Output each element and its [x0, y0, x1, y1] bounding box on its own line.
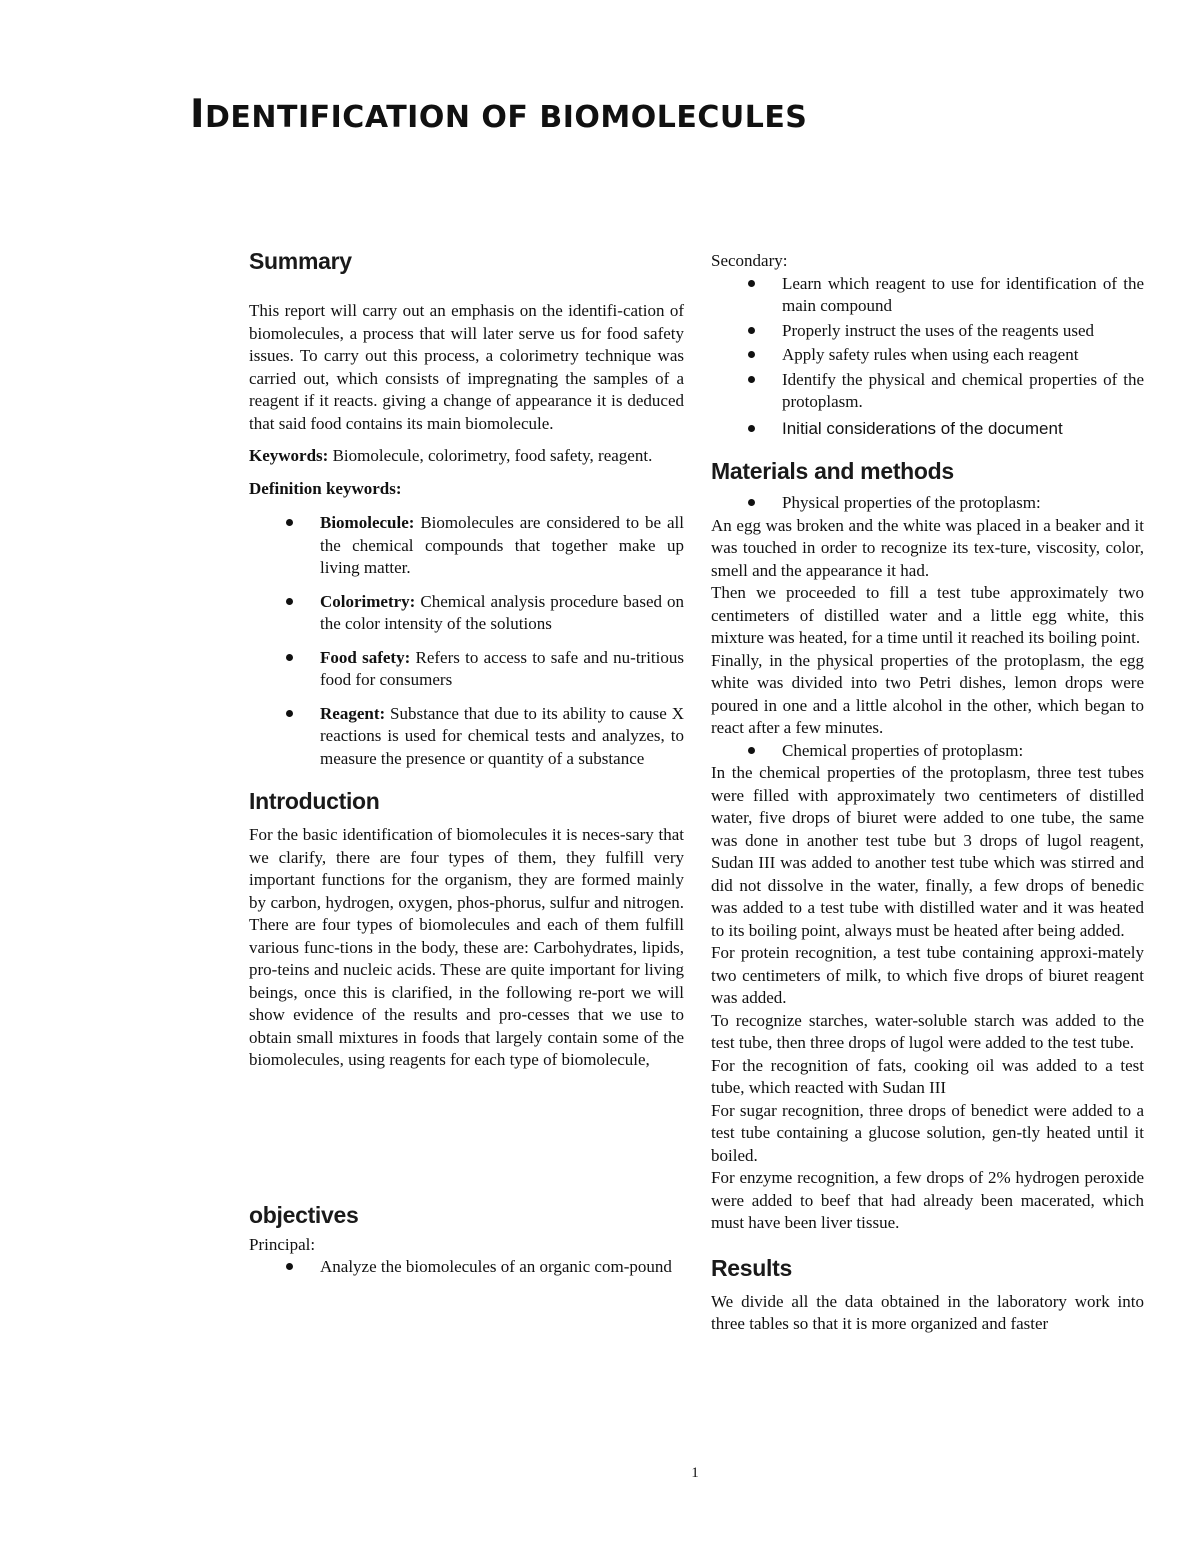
objectives-heading: objectives [249, 1201, 359, 1228]
definition-term: Colorimetry: [320, 591, 416, 611]
document-title [190, 92, 807, 137]
bullet-icon [286, 519, 293, 526]
list-item [711, 492, 1144, 515]
bullet-icon [286, 654, 293, 661]
method-paragraph: Finally, in the physical properties of the protoplasm, the egg white was divided into two Petri dishes, lemon drops were poured in one and a little alcohol in the other, which began to react after a few minutes. [711, 650, 1144, 737]
bullet-icon [286, 710, 293, 717]
left-column [249, 246, 684, 1279]
method-paragraph: For enzyme recognition, a few drops of 2% hydrogen peroxide were added to beef that had already been macerated, which must have been liver tissue. [711, 1168, 1144, 1232]
bullet-icon [748, 376, 755, 383]
definition-term: Biomolecule: [320, 513, 415, 532]
method-paragraph: For protein recognition, a test tube containing approxi-mately two centimeters of milk, to which five drops of biuret reagent was added. [711, 943, 1144, 1007]
principal-objectives-list [249, 1256, 684, 1279]
page-number: 1 [691, 1465, 699, 1481]
objective-text: Learn which reagent to use for identification of the main compound [782, 273, 1144, 315]
materials-list-1 [711, 492, 1144, 515]
definition-text: Chemical analysis procedure based on the color intensity of the solutions [320, 591, 684, 633]
right-column [711, 250, 1144, 1336]
summary-heading: Summary [249, 248, 352, 274]
list-item [249, 1256, 684, 1279]
keywords-label: Keywords: [249, 446, 329, 465]
title-rest: DENTIFICATION OF BIOMOLECULES [205, 100, 808, 135]
definition-text: Refers to access to safe and nu-tritious food for consumers [320, 647, 684, 689]
method-paragraph: In the chemical properties of the protoplasm, three test tubes were filled with approximately two centimeters of distilled water, five drops of biuret were added to one tube, the same was done in another test tube but 3 drops of lugol reagent, Sudan III was added to another test tube which was stirred and did not dissolve in the water, finally, a few drops of benedic was added to a test tube with distilled water and it was heated to its boiling point, always must be heated after being added. [711, 763, 1144, 940]
method-paragraph: An egg was broken and the white was placed in a beaker and it was touched in order to recognize its tex-ture, viscosity, color, smell and the appearance it had. [711, 515, 1144, 580]
definition-text: Substance that due to its ability to cause X reactions is used for chemical tests and analyzes, to measure the presence or quantity of a substance [320, 703, 684, 768]
list-item [249, 591, 684, 636]
list-item [249, 512, 684, 580]
list-item [711, 344, 1144, 367]
definition-term: Reagent: [320, 703, 386, 723]
objective-text: Analyze the biomolecules of an organic com-pound [320, 1257, 672, 1276]
list-item [711, 740, 1144, 763]
bullet-icon [748, 499, 755, 506]
results-text: We divide all the data obtained in the laboratory work into three tables so that it is more organized and faster [711, 1291, 1144, 1333]
results-heading: Results [711, 1254, 792, 1281]
bullet-icon [748, 327, 755, 334]
list-item [711, 418, 1144, 441]
introduction-heading: Introduction [249, 788, 380, 814]
keywords-paragraph [249, 445, 684, 468]
bullet-icon [748, 747, 755, 754]
list-item [249, 647, 684, 692]
keywords-text: Biomolecule, colorimetry, food safety, reagent. [328, 446, 653, 465]
objective-text: Initial considerations of the document [782, 418, 1063, 438]
bullet-icon [286, 1263, 293, 1270]
list-item [711, 273, 1144, 318]
materials-heading: Materials and methods [711, 458, 954, 484]
secondary-objectives-list [711, 273, 1144, 441]
definitions-list [249, 512, 684, 770]
method-paragraph: For sugar recognition, three drops of benedict were added to a test tube containing a glucose solution, gen-tly heated until it boiled. [711, 1100, 1144, 1165]
method-paragraph: For the recognition of fats, cooking oil was added to a test tube, which reacted with Sudan III [711, 1055, 1144, 1097]
bullet-icon [748, 280, 755, 287]
method-bullet: Chemical properties of protoplasm: [782, 740, 1024, 760]
definition-text: Biomolecules are considered to be all the chemical compounds that together make up living matter. [320, 513, 684, 577]
method-paragraph: To recognize starches, water-soluble starch was added to the test tube, then three drops of lugol were added to the test tube. [711, 1010, 1144, 1052]
method-paragraph: Then we proceeded to fill a test tube approximately two centimeters of distilled water and a little egg white, this mixture was heated, for a time until it reached its boiling point. [711, 583, 1144, 647]
definition-term: Food safety: [320, 647, 411, 667]
bullet-icon [748, 351, 755, 358]
objective-text: Properly instruct the uses of the reagents used [782, 320, 1095, 340]
bullet-icon [286, 598, 293, 605]
summary-text: This report will carry out an emphasis on the identifi-cation of biomolecules, a process that will later serve us for food safety issues. To carry out this process, a colorimetry technique was carried out, which consists of impregnating the samples of a reagent if it reacts. giving a change of appearance it is deduced that said food contains its main biomolecule. [249, 301, 684, 433]
method-bullet: Physical properties of the protoplasm: [782, 493, 1041, 512]
materials-list-2 [711, 740, 1144, 763]
objective-text: Apply safety rules when using each reagent [782, 345, 1079, 364]
title-initial: I [190, 92, 206, 137]
bullet-icon [748, 425, 755, 432]
definition-keywords-label: Definition keywords: [249, 478, 402, 498]
introduction-text: For the basic identification of biomolecules it is neces-sary that we clarify, there are four types of them, they fulfill very important functions for the organism, they are formed mainly by carbon, hydrogen, oxygen, phos-phorus, sulfur and nitrogen. There are four types of biomolecules and each of them fulfill various func-tions in the body, these are: Carbohydrates, lipids, pro-teins and nucleic acids. These are quite important for living beings, once this is clarified, in the following re-port we will show evidence of the results and pro-cesses that we use to obtain small mixtures in foods that largely contain some of the biomolecules, using reagents for each type of biomolecule, [249, 825, 684, 1069]
list-item [711, 369, 1144, 414]
list-item [249, 703, 684, 771]
secondary-label: Secondary: [711, 251, 788, 270]
list-item [711, 320, 1144, 343]
principal-label: Principal: [249, 1234, 316, 1254]
objective-text: Identify the physical and chemical properties of the protoplasm. [782, 369, 1144, 411]
